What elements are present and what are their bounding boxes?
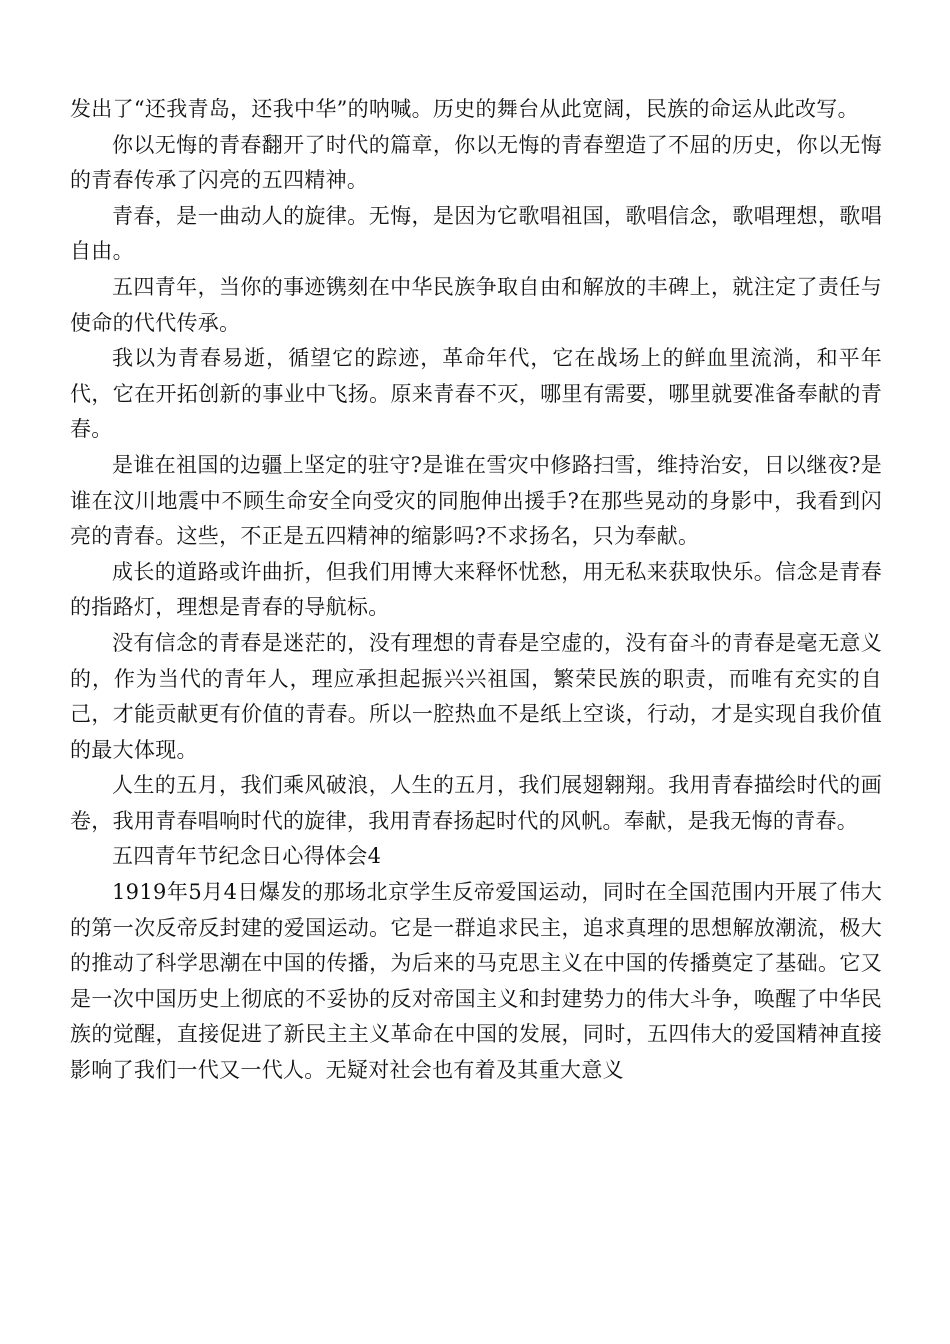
paragraph-continuation: 发出了“还我青岛，还我中华”的呐喊。历史的舞台从此宽阔，民族的命运从此改写。 [70, 97, 859, 121]
paragraph: 你以无悔的青春翻开了时代的篇章，你以无悔的青春塑造了不屈的历史，你以无悔的青春传承了闪亮的五四精神。 [70, 132, 882, 193]
section-heading: 五四青年节纪念日心得体会4 [112, 844, 382, 869]
paragraph: 我以为青春易逝，循望它的踪迹，革命年代，它在战场上的鲜血里流淌，和平年代，它在开拓创新的事业中飞扬。原来青春不灭，哪里有需要，哪里就要准备奉献的青春。 [70, 346, 882, 442]
paragraph: 是谁在祖国的边疆上坚定的驻守?是谁在雪灾中修路扫雪，维持治安，日以继夜?是谁在汶川地震中不顾生命安全向受灾的同胞伸出援手?在那些晃动的身影中，我看到闪亮的青春。这些，不正是五四精神的缩影吗?不求扬名，只为奉献。 [70, 452, 882, 549]
paragraph: 1919年5月4日爆发的那场北京学生反帝爱国运动，同时在全国范围内开展了伟大的第一次反帝反封建的爱国运动。它是一群追求民主，追求真理的思想解放潮流，极大的推动了科学思潮在中国的传播，为后来的马克思主义在中国的传播奠定了基础。它又是一次中国历史上彻底的不妥协的反对帝国主义和封建势力的伟大斗争，唤醒了中华民族的觉醒，直接促进了新民主主义革命在中国的发展，同时，五四伟大的爱国精神直接影响了我们一代又一代人。无疑对社会也有着及其重大意义 [70, 880, 882, 1083]
paragraph: 人生的五月，我们乘风破浪，人生的五月，我们展翅翱翔。我用青春描绘时代的画卷，我用青春唱响时代的旋律，我用青春扬起时代的风帆。奉献，是我无悔的青春。 [70, 773, 882, 833]
paragraph: 青春，是一曲动人的旋律。无悔，是因为它歌唱祖国，歌唱信念，歌唱理想，歌唱自由。 [70, 203, 882, 264]
paragraph: 没有信念的青春是迷茫的，没有理想的青春是空虚的，没有奋斗的青春是毫无意义的，作为当代的青年人，理应承担起振兴兴祖国，繁荣民族的职责，而唯有充实的自己，才能贡献更有价值的青春。所以一腔热血不是纸上空谈，行动，才是实现自我价值的最大体现。 [70, 630, 882, 762]
paragraph: 成长的道路或许曲折，但我们用博大来释怀忧愁，用无私来获取快乐。信念是青春的指路灯，理想是青春的导航标。 [70, 559, 882, 620]
paragraph: 五四青年，当你的事迹镌刻在中华民族争取自由和解放的丰碑上，就注定了责任与使命的代代传承。 [70, 274, 882, 335]
document-page [70, 92, 882, 1089]
